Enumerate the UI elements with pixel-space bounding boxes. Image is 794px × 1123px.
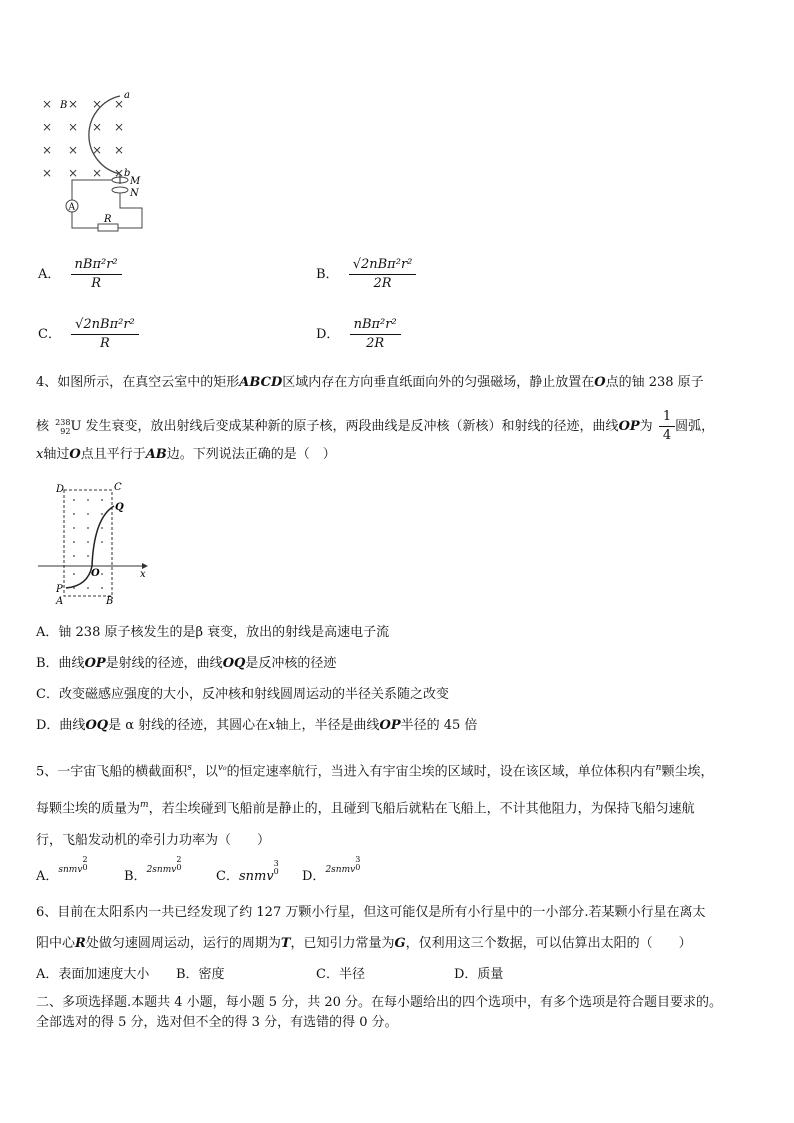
svg-text:×: × <box>68 143 79 157</box>
fig4-label-Q: Q <box>115 502 124 513</box>
track-op <box>66 566 92 588</box>
svg-text:×: × <box>114 120 125 134</box>
q5-option-d: D．$^{2snmv}$ 3 0 <box>302 855 361 884</box>
svg-text:×: × <box>42 166 53 180</box>
fig4-label-D: D <box>56 484 65 495</box>
q3-option-d: D． $\frac{\text{nBπ²r²}}{2R}$ <box>316 316 401 353</box>
fig1-label-b: b <box>124 168 131 179</box>
q6-option-b: B．密度 <box>176 967 225 982</box>
svg-text:×: × <box>92 143 103 157</box>
fig1-label-N: N <box>130 188 139 199</box>
q4-stem-line3: x轴过O点且平行于AB边。下列说法正确的是（ ） <box>36 447 336 462</box>
svg-text:×: × <box>92 166 103 180</box>
figure-magnetic-loop <box>38 86 158 236</box>
q5-stem-line3: 行，飞船发动机的牵引力功率为（ ） <box>36 833 271 848</box>
fig1-label-R: R <box>104 214 112 225</box>
q5-option-a: A．$^{snmv}$ 2 0 <box>36 855 88 884</box>
section2-intro-line2: 全部选对的得 5 分，选对但不全的得 3 分，有选错的得 0 分。 <box>36 1015 398 1030</box>
fig1-label-M: M <box>130 176 141 187</box>
svg-text:×: × <box>114 97 125 111</box>
fig4-label-B: B <box>106 596 114 607</box>
svg-text:×: × <box>68 97 79 111</box>
svg-text:×: × <box>68 120 79 134</box>
fig1-label-A: A <box>68 202 75 213</box>
resistor-icon <box>98 224 118 231</box>
q4-option-d: D．曲线OQ是 α 射线的径迹，其圆心在x轴上，半径是曲线OP半径的 45 倍 <box>36 718 478 733</box>
svg-text:×: × <box>114 143 125 157</box>
fig4-label-x: x <box>140 569 146 580</box>
svg-text:×: × <box>92 97 103 111</box>
svg-text:×: × <box>92 120 103 134</box>
section2-intro-line1: 二、多项选择题.本题共 4 小题，每小题 5 分，共 20 分。在每小题给出的四个选项中，有多个选项是符合题目要求的。 <box>36 995 723 1010</box>
ring-N <box>112 187 128 193</box>
fig4-label-C: C <box>114 482 122 493</box>
fig4-label-O: O <box>91 568 100 579</box>
cross-field-marks <box>42 97 124 180</box>
q3-option-c: C． $\frac{\text{√2nBπ²r²}}{R}$ <box>38 316 139 353</box>
q5-option-b: B．$^{2snmv}$ 2 0 <box>124 855 182 884</box>
q4-option-a: A．铀 238 原子核发生的是β 衰变，放出的射线是高速电子流 <box>36 625 390 640</box>
region-abcd <box>64 490 112 596</box>
q6-stem-line1: 6、目前在太阳系内一共已经发现了约 127 万颗小行星，但这可能仅是所有小行星中的一小部分.若某颗小行星在离太 <box>36 905 706 920</box>
q5-stem-line2: 每颗尘埃的质量为$^m$，若尘埃碰到飞船前是静止的，且碰到飞船后就粘在飞船上，不计其他阻力，为保持飞船匀速航 <box>36 800 695 817</box>
q4-stem-line1: 4、如图所示，在真空云室中的矩形ABCD区域内存在方向垂直纸面向外的匀强磁场，静止放置在O点的铀 238 原子 <box>36 375 704 390</box>
svg-text:×: × <box>42 143 53 157</box>
svg-text:×: × <box>68 166 79 180</box>
fig1-label-a: a <box>124 90 130 101</box>
q4-option-c: C．改变磁感应强度的大小，反冲核和射线圆周运动的半径关系随之改变 <box>36 687 449 702</box>
svg-text:×: × <box>42 120 53 134</box>
q5-stem-line1: 5、一宇宙飞船的横截面积$^s$，以$^{v_0}$的恒定速率航行，当进入有宇宙尘埃的区域时，设在该区域，单位体积内有$^n$颗尘埃， <box>36 763 714 780</box>
q4-stem-line2: 核 238 92 U 发生衰变，放出射线后变成某种新的原子核，两段曲线是反冲核（新核）和射线的径迹，曲线OP为 $\frac{1}{4}$ 圆弧， <box>36 409 715 443</box>
svg-text:×: × <box>114 166 125 180</box>
q5-option-c: C．snmv 3 0 <box>216 859 279 884</box>
q6-option-c: C．半径 <box>316 967 365 982</box>
q3-option-a: A． $\frac{\text{nBπ²r²}}{R}$ <box>38 256 122 293</box>
fig4-label-P: P <box>56 584 63 595</box>
q3-option-b: B． $\frac{\text{√2nBπ²r²}}{2R}$ <box>316 256 416 293</box>
q6-stem-line2: 阳中心R处做匀速圆周运动，运行的周期为T，已知引力常量为G，仅利用这三个数据，可以估算出太阳的（ ） <box>36 936 692 951</box>
q6-option-d: D．质量 <box>454 967 504 982</box>
fig4-label-A: A <box>56 596 64 607</box>
svg-text:×: × <box>42 97 53 111</box>
figure-cloud-chamber <box>36 478 166 608</box>
track-oq <box>92 506 114 566</box>
fig1-label-B: B <box>60 100 68 111</box>
q4-option-b: B．曲线OP是射线的径迹，曲线OQ是反冲核的径迹 <box>36 656 337 671</box>
q6-option-a: A．表面加速度大小 <box>36 967 150 982</box>
